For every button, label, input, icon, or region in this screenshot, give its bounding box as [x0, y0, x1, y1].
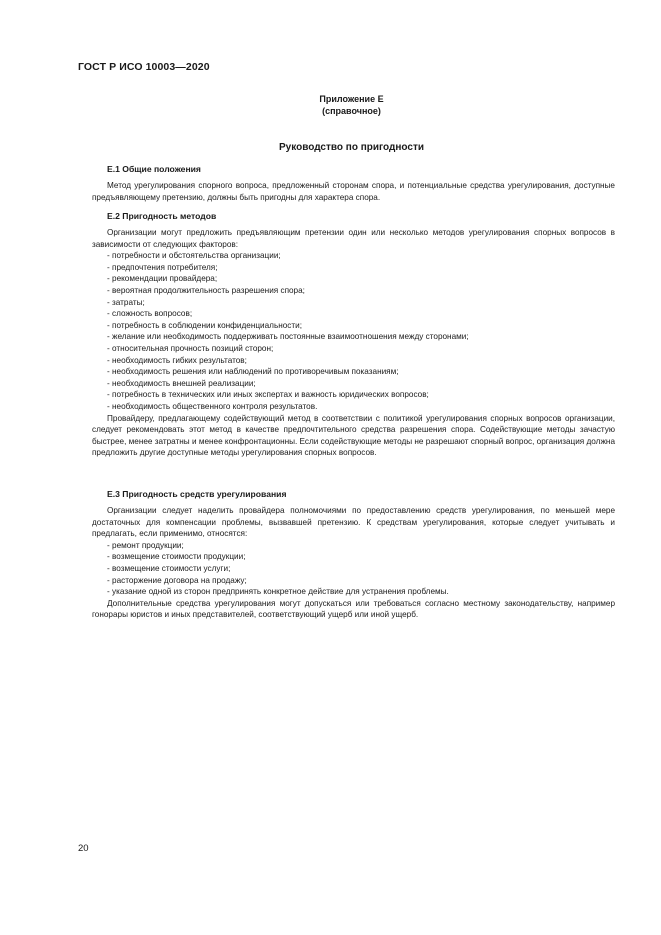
section-e3-intro: Организации следует наделить провайдера полномочиями по предоставлению средств урегулирования, по меньшей мере достаточных для компенсации проблемы, вызвавшей претензию. К средствам урегулирования, которые следует учитывать и предлагать, если применимо, относятся:: [92, 506, 615, 539]
list-item: - относительная прочность позиций сторон;: [107, 343, 615, 355]
section-e2-recommendation: Провайдеру, предлагающему содействующий метод в соответствии с политикой урегулирования спорных вопросов организации, следует рекомендовать этот метод в качестве предпочтительного средства разрешения спора. Содействующие методы зачастую быстрее, менее затратны и менее конфронтационны. Если содействующие методы не разрешают спорный вопрос, организация должна предложить другие доступные методы урегулирования спорных вопросов.: [92, 413, 615, 458]
page-number: 20: [78, 843, 89, 854]
list-item: - необходимость гибких результатов;: [107, 355, 615, 367]
appendix-title: Приложение Е: [319, 94, 384, 104]
list-item: - потребности и обстоятельства организации;: [107, 250, 615, 262]
list-item: - возмещение стоимости услуги;: [107, 563, 615, 575]
list-item: - расторжение договора на продажу;: [107, 575, 615, 587]
factors-list: [92, 250, 615, 412]
section-e3-heading: Е.3 Пригодность средств урегулирования: [107, 489, 287, 499]
list-item: - желание или необходимость поддерживать постоянные взаимоотношения между сторонами;: [107, 331, 615, 343]
list-item: - необходимость решения или наблюдений по противоречивым показаниям;: [107, 366, 615, 378]
list-item: - предпочтения потребителя;: [107, 262, 615, 274]
appendix-heading: [78, 93, 625, 117]
list-item: - ремонт продукции;: [107, 540, 615, 552]
section-e3-additional: Дополнительные средства урегулирования могут допускаться или требоваться согласно местному законодательству, например гонорары юристов и иных представителей, соответствующий ущерб или иной ущерб.: [92, 598, 615, 620]
list-item: - указание одной из сторон предпринять конкретное действие для устранения проблемы.: [107, 586, 615, 598]
list-item: - затраты;: [107, 297, 615, 309]
document-title: Руководство по пригодности: [279, 142, 424, 153]
section-e2-intro: Организации могут предложить предъявляющим претензии один или несколько методов урегулирования спорных вопросов в зависимости от следующих факторов:: [92, 228, 615, 249]
section-e1-paragraph: Метод урегулирования спорного вопроса, предложенный сторонам спора, и потенциальные средства урегулирования, доступные предъявляющему претензию, должны быть пригодны для характера спора.: [92, 181, 615, 202]
section-e2-heading: Е.2 Пригодность методов: [107, 211, 217, 221]
list-item: - необходимость общественного контроля результатов.: [107, 401, 615, 413]
section-e2-body: [92, 227, 615, 459]
remedies-list: [92, 540, 615, 598]
list-item: - необходимость внешней реализации;: [107, 378, 615, 390]
list-item: - вероятная продолжительность разрешения спора;: [107, 285, 615, 297]
section-e1-body: [92, 180, 615, 203]
section-e1-heading: Е.1 Общие положения: [107, 164, 201, 174]
appendix-subtitle: (справочное): [322, 106, 381, 116]
list-item: - потребность в технических или иных экспертах и важность юридических вопросов;: [107, 389, 615, 401]
document-code: ГОСТ Р ИСО 10003—2020: [78, 61, 210, 73]
list-item: - рекомендации провайдера;: [107, 273, 615, 285]
list-item: - сложность вопросов;: [107, 308, 615, 320]
list-item: - потребность в соблюдении конфиденциальности;: [107, 320, 615, 332]
section-e3-body: [92, 505, 615, 621]
list-item: - возмещение стоимости продукции;: [107, 551, 615, 563]
